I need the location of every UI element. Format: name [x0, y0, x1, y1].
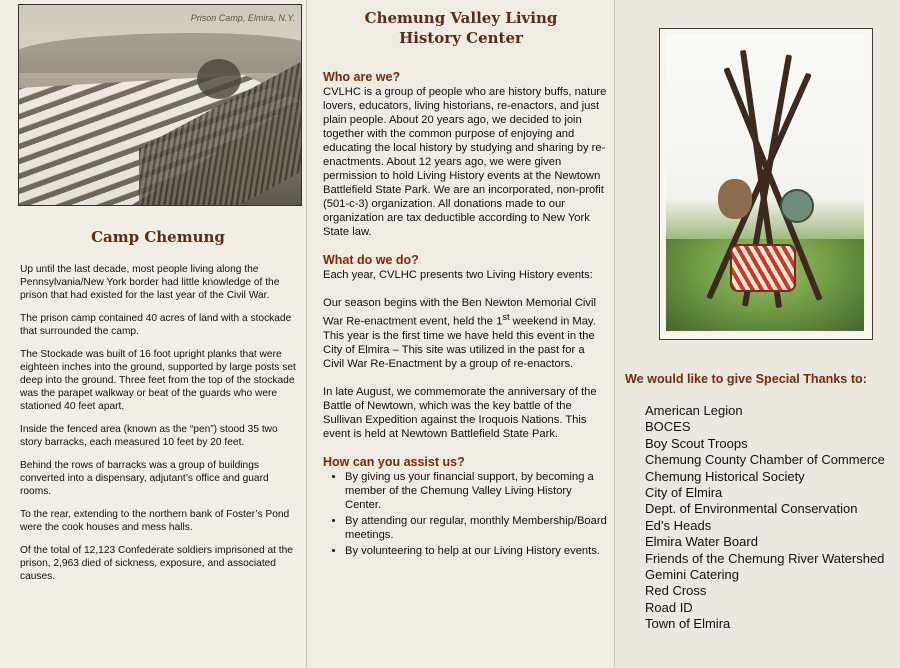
camp-chemung-title: Camp Chemung — [91, 228, 225, 246]
paragraph: To the rear, extending to the northern bank of Foster’s Pond were the cook houses and mess halls. — [20, 509, 290, 533]
panel-about-cvlhc — [306, 0, 615, 668]
title-line-1: Chemung Valley Living — [364, 9, 558, 27]
title-line-2: History Center — [399, 29, 523, 47]
list-item: Ed’s Heads — [645, 517, 712, 533]
list-item: Road ID — [645, 599, 693, 615]
what-event-1: Our season begins with the Ben Newton Memorial Civil War Re-enactment event, held the 1st weekend in May. This year is the first time we have held this event in the City of Elmira – This site was utilized in the past for a Civil War Re-Enactment by a group of re-enactors. — [323, 297, 596, 370]
list-item: Town of Elmira — [645, 616, 731, 632]
list-item: Elmira Water Board — [645, 534, 758, 550]
list-item: Gemini Catering — [645, 567, 739, 583]
list-item: • By volunteering to help at our Living History events. — [345, 544, 607, 558]
paragraph: The prison camp contained 40 acres of land with a stockade that surrounded the camp. — [20, 313, 292, 337]
list-item: BOCES — [645, 419, 691, 435]
what-intro: Each year, CVLHC presents two Living History events: — [323, 269, 593, 281]
who-text: CVLHC is a group of people who are history buffs, nature lovers, educators, living historians, re-enactors, and just plain people. About 20 years ago, we decided to join together with the common purpose of enjoying and educating the local history by studying and sharing by re-enactments. About 12 years ago, we were given permission to hold Living History events at the Newtown Battlefield State Park. We are an incorporated, non-profit (501-c-3) organization. All donations made to our organization are tax deductible according to New York State law. — [323, 86, 607, 238]
prison-camp-photo — [18, 4, 302, 206]
sponsor-list — [645, 403, 885, 633]
paragraph: Of the total of 12,123 Confederate soldiers imprisoned at the prison, 2,963 died of sickness, exposure, and associated causes. — [20, 545, 293, 582]
panel-special-thanks — [614, 0, 900, 668]
panel-camp-chemung — [0, 0, 306, 668]
list-item: Chemung Historical Society — [645, 468, 805, 484]
list-item: Chemung County Chamber of Commerce — [645, 452, 885, 468]
what-heading: What do we do? — [323, 253, 419, 267]
about-content — [323, 70, 607, 560]
list-item: Red Cross — [645, 583, 707, 599]
camp-chemung-body — [20, 263, 300, 593]
page-title — [307, 8, 615, 48]
list-item: Dept. of Environmental Conservation — [645, 501, 858, 517]
list-item: Boy Scout Troops — [645, 435, 748, 451]
list-item: American Legion — [645, 403, 743, 418]
assist-list — [323, 470, 607, 558]
what-event-2: In late August, we commemorate the anniversary of the Battle of Newtown, which was the key battle of the Sullivan Expedition against the Iroquois Nations. This event is held at Newtown Battlefield State Park. — [323, 385, 597, 440]
paragraph: Inside the fenced area (known as the “pen”) stood 35 two story barracks, each measured 10 feet by 20 feet. — [20, 424, 278, 448]
thanks-title: We would like to give Special Thanks to: — [625, 372, 867, 386]
paragraph: Up until the last decade, most people living along the Pennsylvania/New York border had little knowledge of the prison that had existed for the last year of the Civil War. — [20, 264, 280, 301]
photo-caption: Prison Camp, Elmira, N.Y. — [190, 13, 295, 23]
assist-heading: How can you assist us? — [323, 454, 465, 469]
list-item: • By attending our regular, monthly Membership/Board meetings. — [345, 514, 607, 542]
list-item: • By giving us your financial support, by becoming a member of the Chemung Valley Living History Center. — [345, 470, 607, 512]
stacked-muskets-drum-photo — [659, 28, 873, 340]
who-heading: Who are we? — [323, 70, 401, 84]
paragraph: Behind the rows of barracks was a group of buildings converted into a dispensary, adjutant’s office and guard rooms. — [20, 460, 269, 497]
list-item: City of Elmira — [645, 485, 723, 501]
list-item: Friends of the Chemung River Watershed — [645, 550, 885, 566]
paragraph: The Stockade was built of 16 foot upright planks that were eighteen inches into the ground, supported by large posts set deep into the ground. Three feet from the top of the stockade was the parapet walkway or beat of the guards who were stationed 40 feet apart. — [20, 349, 296, 412]
